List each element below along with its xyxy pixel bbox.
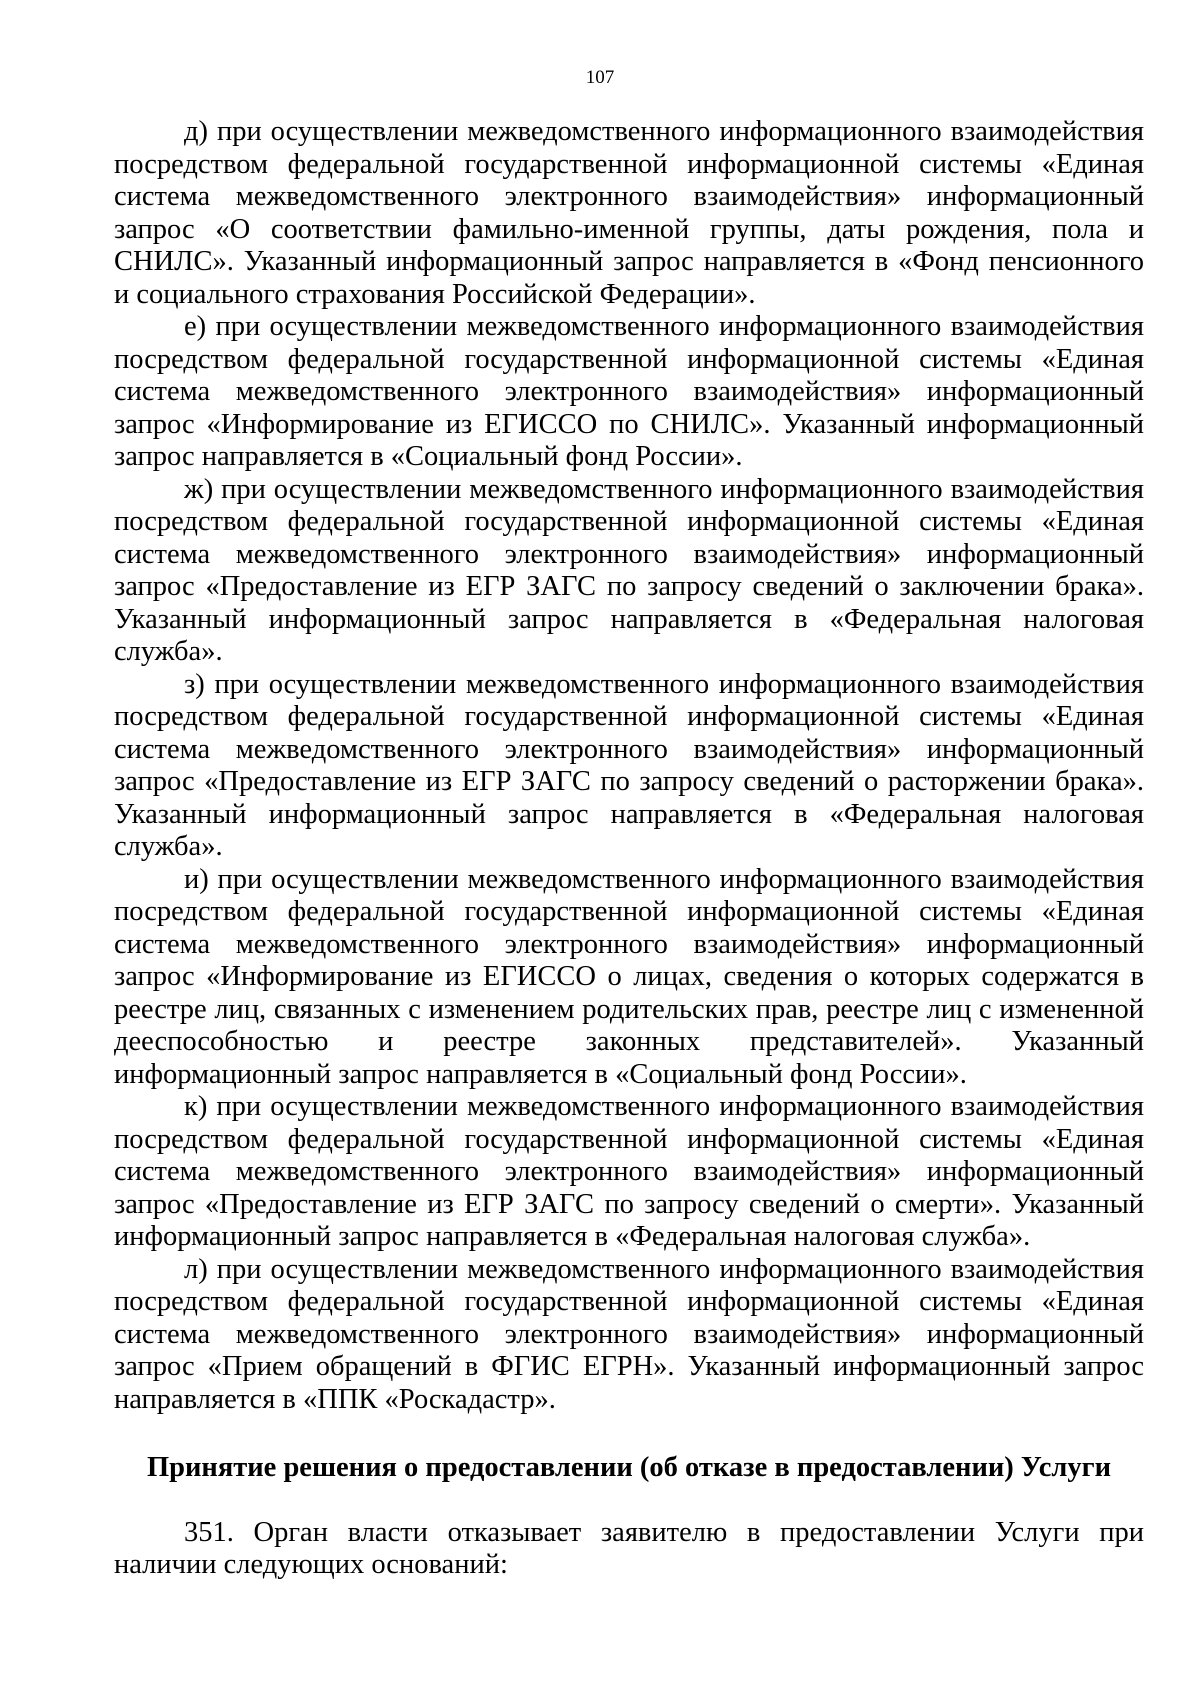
page-number: 107 [585,67,615,88]
paragraph-d: д) при осуществлении межведомственного информационного взаимодействия посредством федеральной государственной информационной системы «Единая система межведомственного электронного взаимодействия» информационный запрос «О соответствии фамильно-именной группы, даты рождения, пола и СНИЛС». Указанный информационный запрос направляется в «Фонд пенсионного и социального страхования Российской Федерации». [114,116,1144,310]
document-body [114,116,1144,1582]
paragraph-l: л) при осуществлении межведомственного информационного взаимодействия посредством федеральной государственной информационной системы «Единая система межведомственного электронного взаимодействия» информационный запрос «Прием обращений в ФГИС ЕГРН». Указанный информационный запрос направляется в «ППК «Роскадастр». [114,1253,1144,1415]
paragraph-e: е) при осуществлении межведомственного информационного взаимодействия посредством федеральной государственной информационной системы «Единая система межведомственного электронного взаимодействия» информационный запрос «Информирование из ЕГИССО по СНИЛС». Указанный информационный запрос направляется в «Социальный фонд России». [114,311,1144,472]
paragraph-351: 351. Орган власти отказывает заявителю в предоставлении Услуги при наличии следующих оснований: [114,1516,1144,1580]
section-heading: Принятие решения о предоставлении (об отказе в предоставлении) Услуги [146,1452,1111,1483]
paragraph-i: и) при осуществлении межведомственного информационного взаимодействия посредством федеральной государственной информационной системы «Единая система межведомственного электронного взаимодействия» информационный запрос «Информирование из ЕГИССО о лицах, сведения о которых содержатся в реестре лиц, связанных с изменением родительских прав, реестре лиц с измененной дееспособностью и реестре законных представителей». Указанный информационный запрос направляется в «Социальный фонд России». [114,863,1144,1090]
paragraph-k: к) при осуществлении межведомственного информационного взаимодействия посредством федеральной государственной информационной системы «Единая система межведомственного электронного взаимодействия» информационный запрос «Предоставление из ЕГР ЗАГС по запросу сведений о смерти». Указанный информационный запрос направляется в «Федеральная налоговая служба». [114,1091,1144,1252]
paragraph-z: з) при осуществлении межведомственного информационного взаимодействия посредством федеральной государственной информационной системы «Единая система межведомственного электронного взаимодействия» информационный запрос «Предоставление из ЕГР ЗАГС по запросу сведений о расторжении брака». Указанный информационный запрос направляется в «Федеральная налоговая служба». [114,668,1144,862]
paragraph-zh: ж) при осуществлении межведомственного информационного взаимодействия посредством федеральной государственной информационной системы «Единая система межведомственного электронного взаимодействия» информационный запрос «Предоставление из ЕГР ЗАГС по запросу сведений о заключении брака». Указанный информационный запрос направляется в «Федеральная налоговая служба». [114,473,1144,667]
